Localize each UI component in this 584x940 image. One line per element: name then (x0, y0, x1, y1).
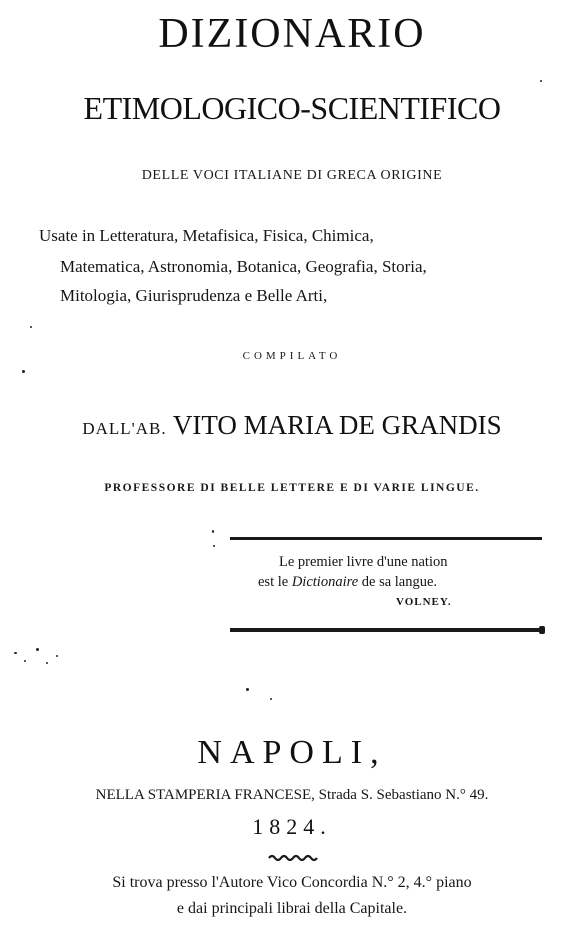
imprint-year: 1824. (252, 814, 332, 839)
compiled-label: COMPILATO (242, 350, 342, 362)
book-title: DIZIONARIO (158, 11, 426, 57)
book-description: DELLE VOCI ITALIANE DI GRECA ORIGINE (141, 168, 443, 183)
fields-line-1: Usate in Letteratura, Metafisica, Fisica, Chimica, (39, 226, 374, 245)
epigraph-line-2-end: de sa langue. (358, 574, 438, 590)
epigraph-top-rule (230, 537, 542, 540)
paper-speck (56, 655, 58, 657)
paper-speck (36, 648, 39, 651)
paper-speck (24, 660, 26, 662)
epigraph-line-2 (258, 574, 437, 591)
paper-speck (46, 662, 48, 664)
imprint-city: NAPOLI, (197, 734, 387, 771)
ornament-divider (268, 854, 320, 862)
paper-speck (246, 688, 249, 691)
author-prefix: DALL'AB. (82, 419, 167, 438)
book-subtitle: ETIMOLOGICO-SCIENTIFICO (83, 90, 501, 126)
imprint-printer: NELLA STAMPERIA FRANCESE, Strada S. Sebastiano N.° 49. (95, 787, 489, 803)
paper-speck (14, 652, 17, 654)
paper-speck (213, 545, 215, 547)
sale-info-line-2: e dai principali librai della Capitale. (176, 900, 408, 917)
author-title: PROFESSORE DI BELLE LETTERE E DI VARIE LINGUE. (104, 482, 480, 494)
epigraph-line-2-italic: Dictionaire (291, 574, 359, 590)
epigraph-bottom-rule (230, 628, 542, 632)
epigraph-attribution: VOLNEY. (396, 596, 452, 608)
epigraph-line-2-start: est le (258, 574, 292, 590)
paper-speck (30, 326, 32, 328)
fields-line-3: Mitologia, Giurisprudenza e Belle Arti, (60, 286, 328, 305)
paper-speck (540, 80, 542, 82)
paper-speck (22, 370, 25, 373)
paper-speck (270, 698, 272, 700)
epigraph-line-1: Le premier livre d'une nation (279, 554, 448, 570)
author-name: VITO MARIA DE GRANDIS (172, 410, 502, 440)
author-line (0, 410, 584, 441)
sale-info-line-1: Si trova presso l'Autore Vico Concordia N.° 2, 4.° piano (112, 874, 472, 891)
paper-speck (212, 530, 214, 533)
fields-line-2: Matematica, Astronomia, Botanica, Geografia, Storia, (60, 257, 427, 276)
